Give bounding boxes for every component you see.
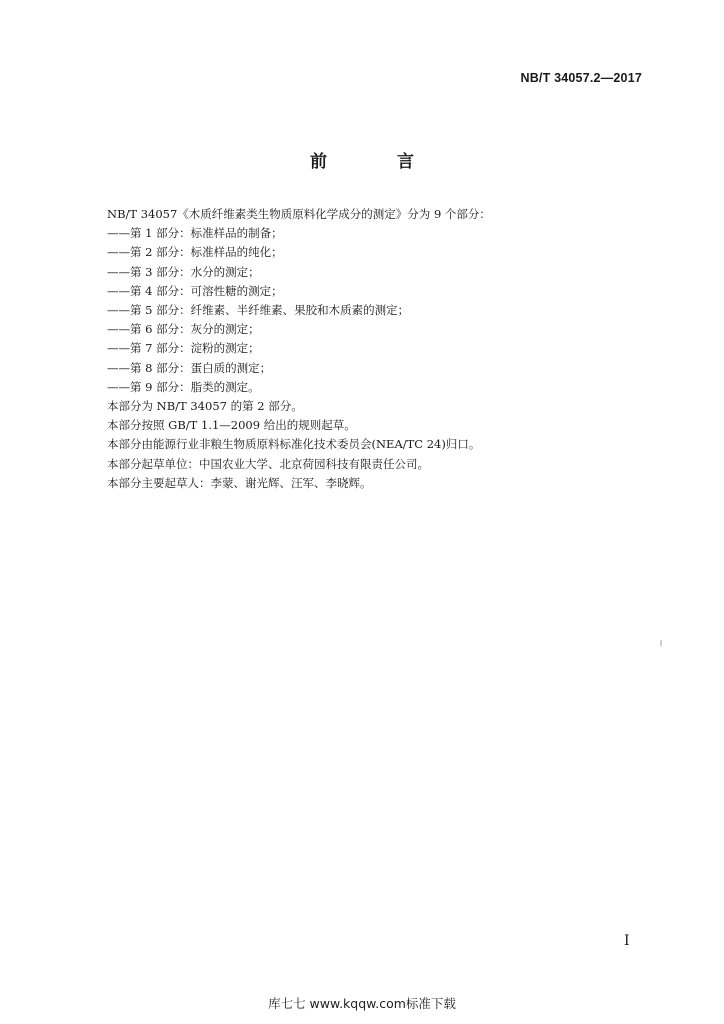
foreword-body [107,205,647,493]
standard-number-header: NB/T 34057.2—2017 [520,71,642,85]
committee-statement: 本部分由能源行业非粮生物质原料标准化技术委员会(NEA/TC 24)归口。 [107,437,481,452]
scan-mark [660,640,662,646]
drafting-rules-statement: 本部分按照 GB/T 1.1—2009 给出的规则起草。 [107,418,356,433]
part-list-item: ——第 6 部分：灰分的测定； [107,322,260,337]
part-list-item: ——第 8 部分：蛋白质的测定； [107,360,272,375]
part-list-item: ——第 1 部分：标准样品的制备； [107,226,283,241]
part-list-item: ——第 4 部分：可溶性糖的测定； [107,283,283,298]
part-list-item: ——第 9 部分：脂类的测定。 [107,379,260,394]
page-number: I [624,933,630,949]
part-list-item: ——第 5 部分：纤维素、半纤维素、果胶和木质素的测定； [107,303,410,318]
part-list-item: ——第 3 部分：水分的测定； [107,264,260,279]
drafting-units-statement: 本部分起草单位：中国农业大学、北京荷园科技有限责任公司。 [107,456,429,471]
drafters-statement: 本部分主要起草人：李蒙、谢光辉、汪军、李晓辉。 [107,475,372,490]
part-list-item: ——第 2 部分：标准样品的纯化； [107,245,283,260]
part-list-item: ——第 7 部分：淀粉的测定； [107,341,260,356]
part-statement: 本部分为 NB/T 34057 的第 2 部分。 [107,399,303,414]
intro-paragraph: NB/T 34057《木质纤维素类生物质原料化学成分的测定》分为 9 个部分： [107,207,491,221]
page-title: 前 言 [310,152,446,172]
watermark-text: 库七七 www.kqqw.com标准下载 [268,996,456,1011]
